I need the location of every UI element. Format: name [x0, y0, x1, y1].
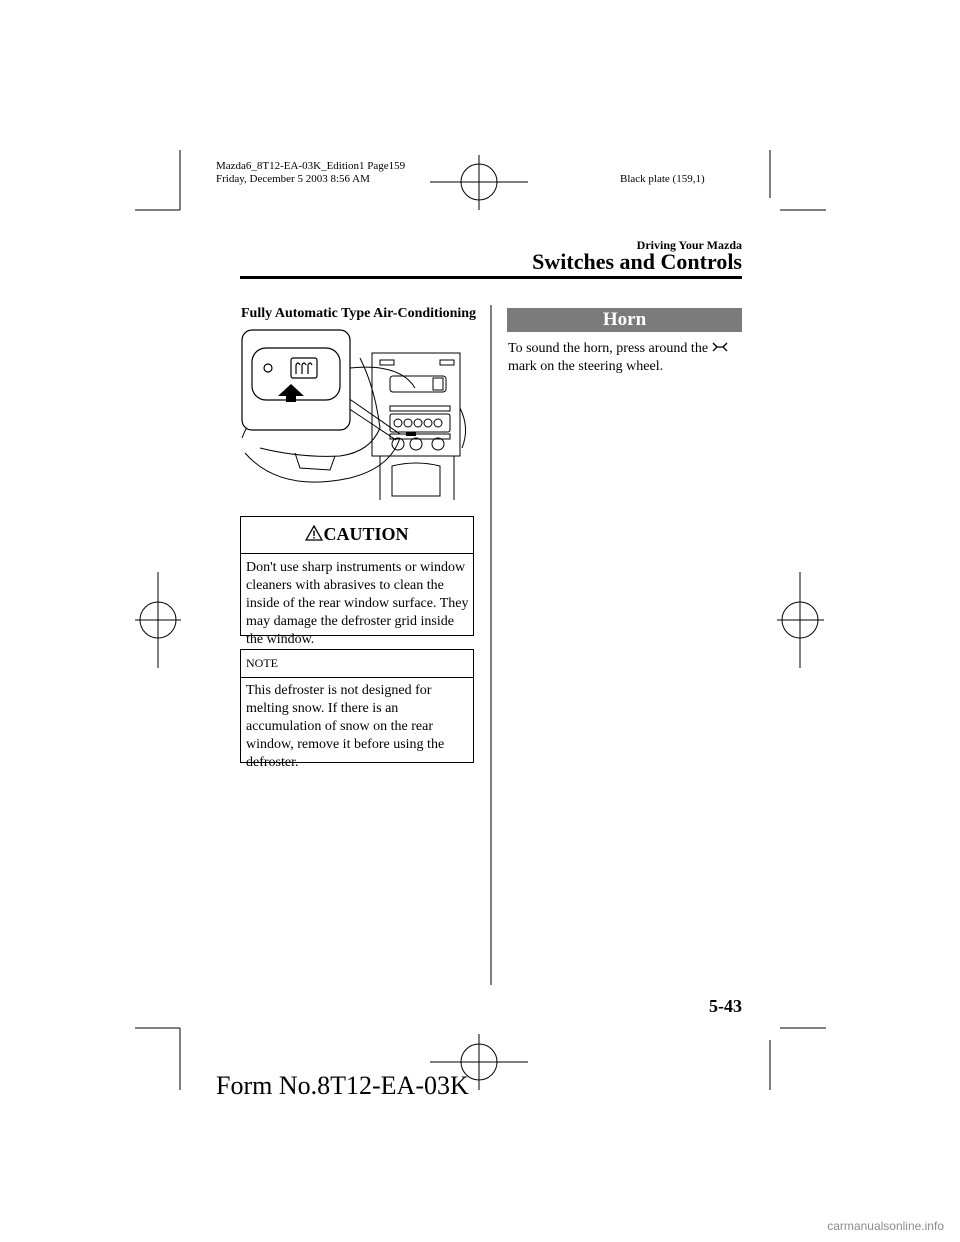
- note-line: accumulation of snow on the rear: [246, 719, 433, 734]
- note-line: This defroster is not designed for: [246, 683, 432, 698]
- horn-text: [508, 340, 748, 376]
- note-line: melting snow. If there is an: [246, 701, 399, 716]
- caution-line: inside of the rear window surface. They: [246, 596, 469, 611]
- registration-mark-right: [777, 572, 824, 668]
- caution-line: Don't use sharp instruments or window: [246, 560, 466, 575]
- caution-line: may damage the defroster grid inside: [246, 614, 454, 629]
- caution-heading: [241, 524, 473, 545]
- section-subtitle: Driving Your Mazda: [636, 238, 742, 252]
- horn-heading: Horn: [507, 308, 742, 332]
- horn-line1: To sound the horn, press around the: [508, 341, 709, 356]
- section-title: Switches and Controls: [532, 249, 742, 274]
- horn-icon: [712, 342, 728, 352]
- caution-line: the window.: [246, 632, 315, 647]
- note-line: defroster.: [246, 755, 299, 770]
- note-text: [241, 678, 473, 772]
- warning-icon: [305, 525, 323, 541]
- page-number: 5-43: [709, 996, 742, 1016]
- ac-heading: Fully Automatic Type Air-Conditioning: [241, 306, 477, 321]
- plate-label: Black plate (159,1): [620, 173, 705, 185]
- horn-line2: mark on the steering wheel.: [508, 359, 664, 374]
- caution-text: [241, 554, 473, 649]
- note-box: [240, 649, 474, 770]
- caution-title: CAUTION: [323, 524, 409, 544]
- file-info: [216, 160, 405, 186]
- note-label: NOTE: [246, 656, 278, 670]
- header-rule: [240, 276, 742, 279]
- file-info-line1: Mazda6_8T12-EA-03K_Edition1 Page159: [216, 160, 406, 172]
- registration-mark-left: [135, 572, 181, 668]
- dashboard-illustration: [240, 328, 480, 500]
- registration-mark-top: [430, 155, 528, 210]
- caution-line: cleaners with abrasives to clean the: [246, 578, 444, 593]
- caution-box: [240, 516, 474, 647]
- file-info-line2: Friday, December 5 2003 8:56 AM: [216, 173, 370, 185]
- note-line: window, remove it before using the: [246, 737, 445, 752]
- form-number: Form No.8T12-EA-03K: [216, 1071, 469, 1100]
- watermark: carmanualsonline.info: [827, 1219, 944, 1233]
